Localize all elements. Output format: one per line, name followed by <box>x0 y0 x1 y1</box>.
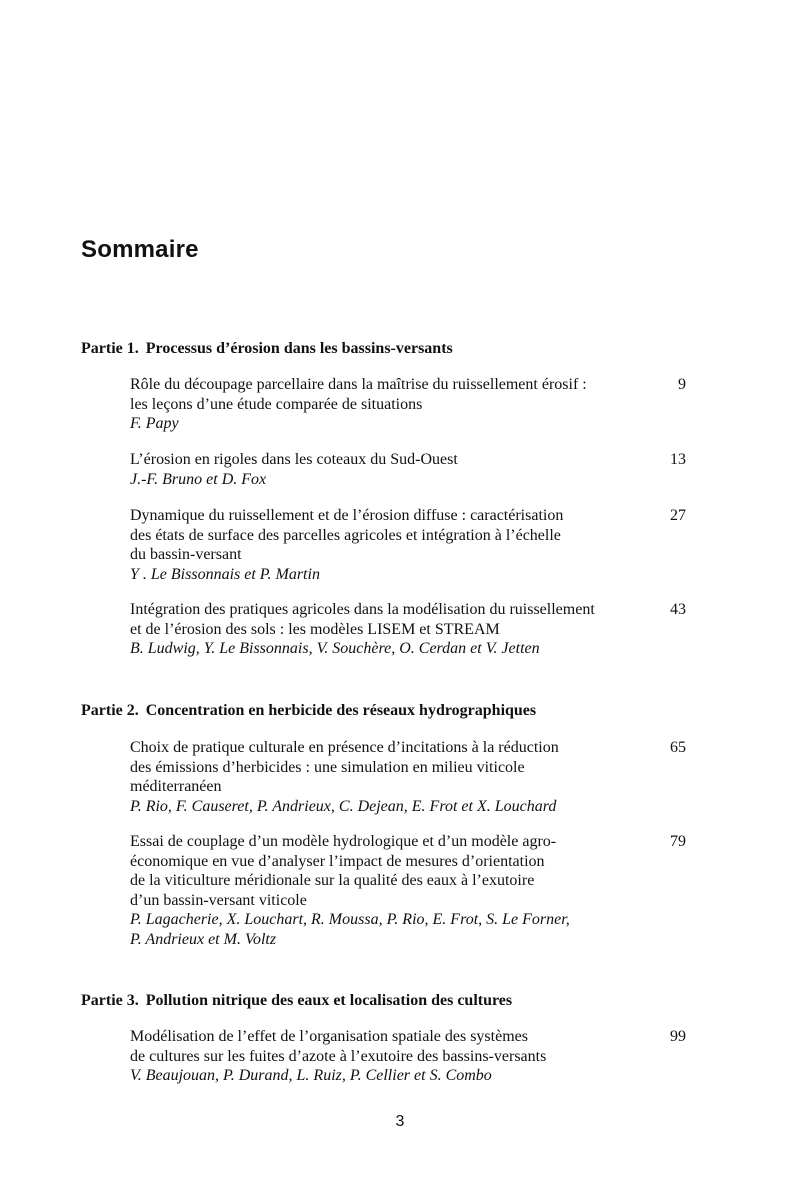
entry-title-line: les leçons d’une étude comparée de situations <box>130 395 423 413</box>
toc-entry[interactable] <box>130 600 690 659</box>
entry-title-line: Rôle du découpage parcellaire dans la maîtrise du ruissellement érosif : <box>130 376 587 393</box>
part-title: Processus d’érosion dans les bassins-versants <box>145 340 453 357</box>
toc-entry[interactable] <box>130 1027 690 1086</box>
entry-authors: P. Lagacherie, X. Louchart, R. Moussa, P. Rio, E. Frot, S. Le Forner, <box>130 911 570 929</box>
entry-page-number: 65 <box>670 739 686 756</box>
entry-title-line: Intégration des pratiques agricoles dans la modélisation du ruissellement <box>130 601 595 618</box>
entry-title-line: L’érosion en rigoles dans les coteaux du Sud-Ouest <box>130 451 458 468</box>
entry-title-line: du bassin-versant <box>130 546 242 564</box>
entry-title-line: méditerranéen <box>130 778 222 796</box>
entry-title-line: de la viticulture méridionale sur la qualité des eaux à l’exutoire <box>130 872 535 890</box>
entry-page-number: 13 <box>670 451 686 468</box>
part-heading <box>81 991 512 1011</box>
entry-page-number: 99 <box>670 1028 686 1045</box>
part-title: Pollution nitrique des eaux et localisation des cultures <box>145 992 513 1009</box>
page-number: 3 <box>395 1113 405 1130</box>
toc-entry[interactable] <box>130 832 690 950</box>
part-heading <box>81 701 536 721</box>
entry-title-line: des émissions d’herbicides : une simulation en milieu viticole <box>130 758 525 776</box>
entry-title-line: et de l’érosion des sols : les modèles LISEM et STREAM <box>130 620 500 638</box>
entry-authors: P. Andrieux et M. Voltz <box>130 930 277 948</box>
entry-page-number: 9 <box>678 376 686 393</box>
entry-title-line: de cultures sur les fuites d’azote à l’exutoire des bassins-versants <box>130 1047 547 1065</box>
toc-entry[interactable] <box>130 738 690 816</box>
entry-title-line: d’un bassin-versant viticole <box>130 891 307 909</box>
part-heading <box>81 339 453 359</box>
entry-authors: B. Ludwig, Y. Le Bissonnais, V. Souchère, O. Cerdan et V. Jetten <box>130 640 540 658</box>
entry-title-line: Essai de couplage d’un modèle hydrologique et d’un modèle agro- <box>130 833 557 850</box>
part-number: Partie 2. <box>81 702 139 719</box>
entry-title-line: Modélisation de l’effet de l’organisation spatiale des systèmes <box>130 1028 528 1045</box>
part-number: Partie 3. <box>81 992 139 1009</box>
part-title: Concentration en herbicide des réseaux hydrographiques <box>145 702 537 719</box>
toc-entry[interactable] <box>130 375 690 434</box>
entry-title-line: économique en vue d’analyser l’impact de mesures d’orientation <box>130 852 545 870</box>
entry-authors: J.-F. Bruno et D. Fox <box>130 470 267 488</box>
part-number: Partie 1. <box>81 340 139 357</box>
page-title: Sommaire <box>81 236 199 263</box>
entry-title-line: Choix de pratique culturale en présence d’incitations à la réduction <box>130 739 559 756</box>
entry-authors: P. Rio, F. Causeret, P. Andrieux, C. Dejean, E. Frot et X. Louchard <box>130 797 557 815</box>
entry-title-line: des états de surface des parcelles agricoles et intégration à l’échelle <box>130 526 561 544</box>
entry-page-number: 27 <box>670 507 686 524</box>
toc-entry[interactable] <box>130 506 690 584</box>
entry-authors: V. Beaujouan, P. Durand, L. Ruiz, P. Cellier et S. Combo <box>130 1067 492 1085</box>
entry-authors: F. Papy <box>130 415 179 433</box>
entry-page-number: 43 <box>670 601 686 618</box>
toc-entry[interactable] <box>130 450 690 489</box>
entry-page-number: 79 <box>670 833 686 850</box>
entry-authors: Y . Le Bissonnais et P. Martin <box>130 565 320 583</box>
entry-title-line: Dynamique du ruissellement et de l’érosion diffuse : caractérisation <box>130 507 564 524</box>
